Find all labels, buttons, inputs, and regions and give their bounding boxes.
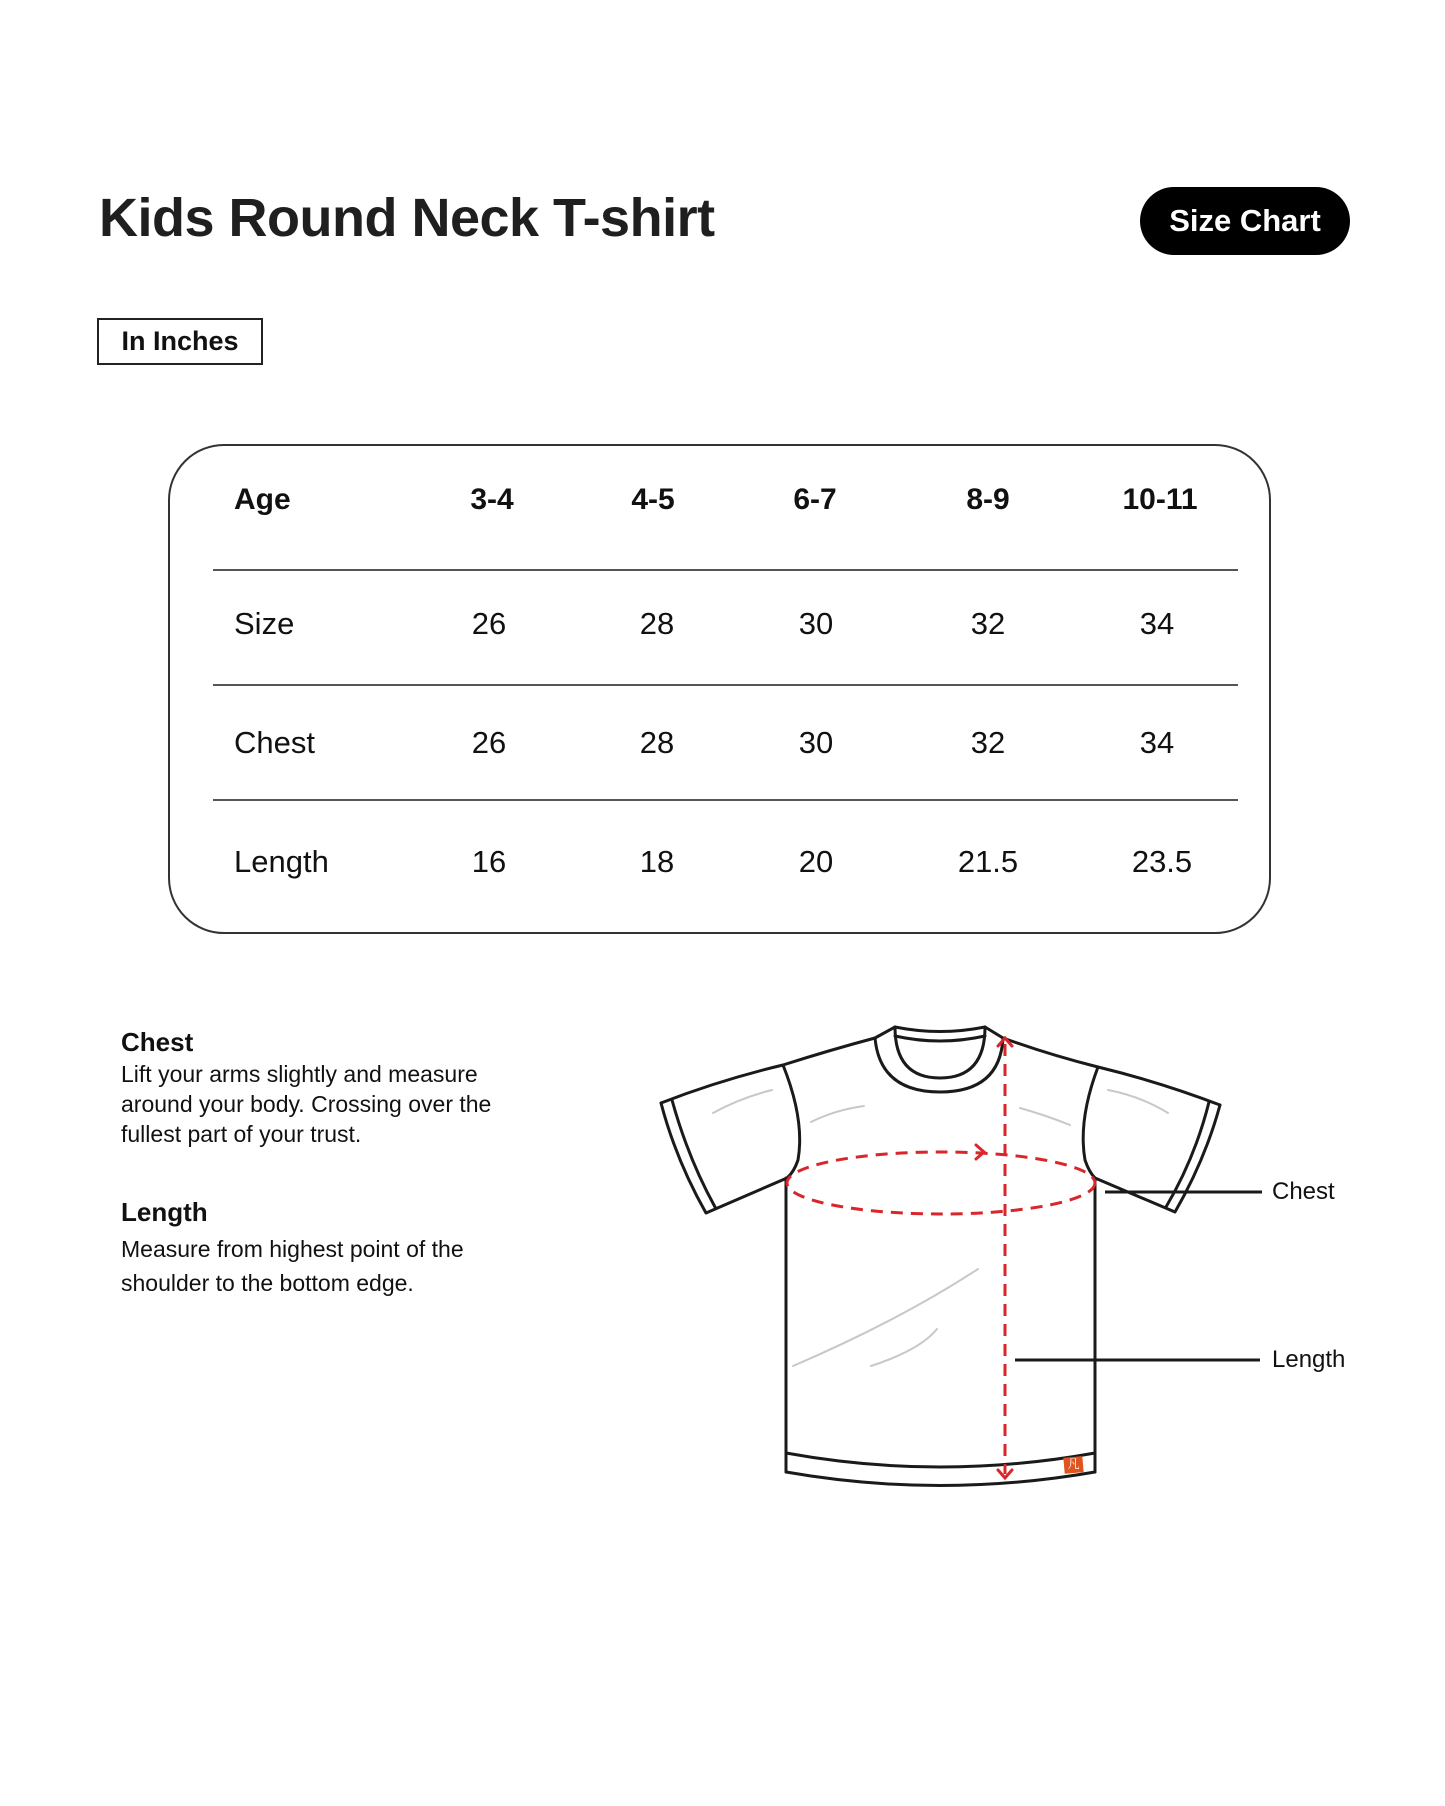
- table-cell: 30: [798, 606, 834, 641]
- table-cell: 20: [798, 844, 834, 879]
- right-shoulder-line: [985, 1027, 1220, 1105]
- table-cell: 28: [639, 606, 675, 641]
- table-header-col: 4-5: [631, 483, 675, 516]
- left-sleeve-outline: [661, 1103, 787, 1213]
- table-cell: 18: [639, 844, 675, 879]
- table-row-label: Chest: [234, 725, 315, 760]
- hem-top-line: [786, 1453, 1095, 1467]
- left-armhole-seam: [783, 1065, 800, 1178]
- table-cell: 21.5: [957, 844, 1019, 879]
- table-cell: 34: [1139, 606, 1175, 641]
- table-cell: 16: [471, 844, 507, 879]
- fold-lines: [713, 1090, 1168, 1366]
- length-description-line: shoulder to the bottom edge.: [121, 1270, 414, 1296]
- page-title: Kids Round Neck T-shirt: [99, 188, 715, 248]
- collar-inner-curve: [895, 1027, 985, 1078]
- table-cell: 28: [639, 725, 675, 760]
- table-cell: 32: [970, 606, 1006, 641]
- chest-heading: Chest: [121, 1027, 194, 1057]
- chest-measure-ellipse: [787, 1152, 1095, 1214]
- table-cell: 34: [1139, 725, 1175, 760]
- units-label: In Inches: [97, 318, 263, 365]
- table-cell: 26: [471, 725, 507, 760]
- table-header-col: 3-4: [470, 483, 514, 516]
- size-chart-badge: Size Chart: [1140, 187, 1350, 255]
- length-heading: Length: [121, 1197, 208, 1227]
- brand-tag-glyph: 凡: [1067, 1457, 1080, 1471]
- left-neck-shoulder-line: [875, 1027, 895, 1038]
- left-shoulder-line: [661, 1038, 875, 1103]
- chest-callout-label: Chest: [1272, 1178, 1335, 1205]
- table-header-col: 10-11: [1122, 483, 1198, 516]
- table-cell: 32: [970, 725, 1006, 760]
- callout-lines: [1015, 1192, 1262, 1360]
- collar-inner-line: [895, 1036, 985, 1041]
- table-cell: 30: [798, 725, 834, 760]
- chest-description-line: fullest part of your trust.: [121, 1121, 362, 1147]
- collar-top-back: [895, 1027, 985, 1032]
- hem-bottom-line: [786, 1472, 1095, 1486]
- table-header-age: Age: [234, 483, 291, 516]
- table-row-label: Size: [234, 606, 295, 641]
- table-cell: 23.5: [1131, 844, 1193, 879]
- table-row-label: Length: [234, 844, 329, 879]
- right-armhole-seam: [1083, 1067, 1098, 1178]
- table-header-col: 6-7: [793, 483, 837, 516]
- table-header-col: 8-9: [966, 483, 1010, 516]
- chest-description-line: around your body. Crossing over the: [121, 1091, 492, 1117]
- chest-description-line: Lift your arms slightly and measure: [121, 1061, 478, 1087]
- table-cell: 26: [471, 606, 507, 641]
- length-callout-label: Length: [1272, 1346, 1346, 1373]
- length-description-line: Measure from highest point of the: [121, 1236, 464, 1262]
- right-sleeve-outline: [1095, 1105, 1220, 1212]
- measure-guides: [787, 1038, 1095, 1478]
